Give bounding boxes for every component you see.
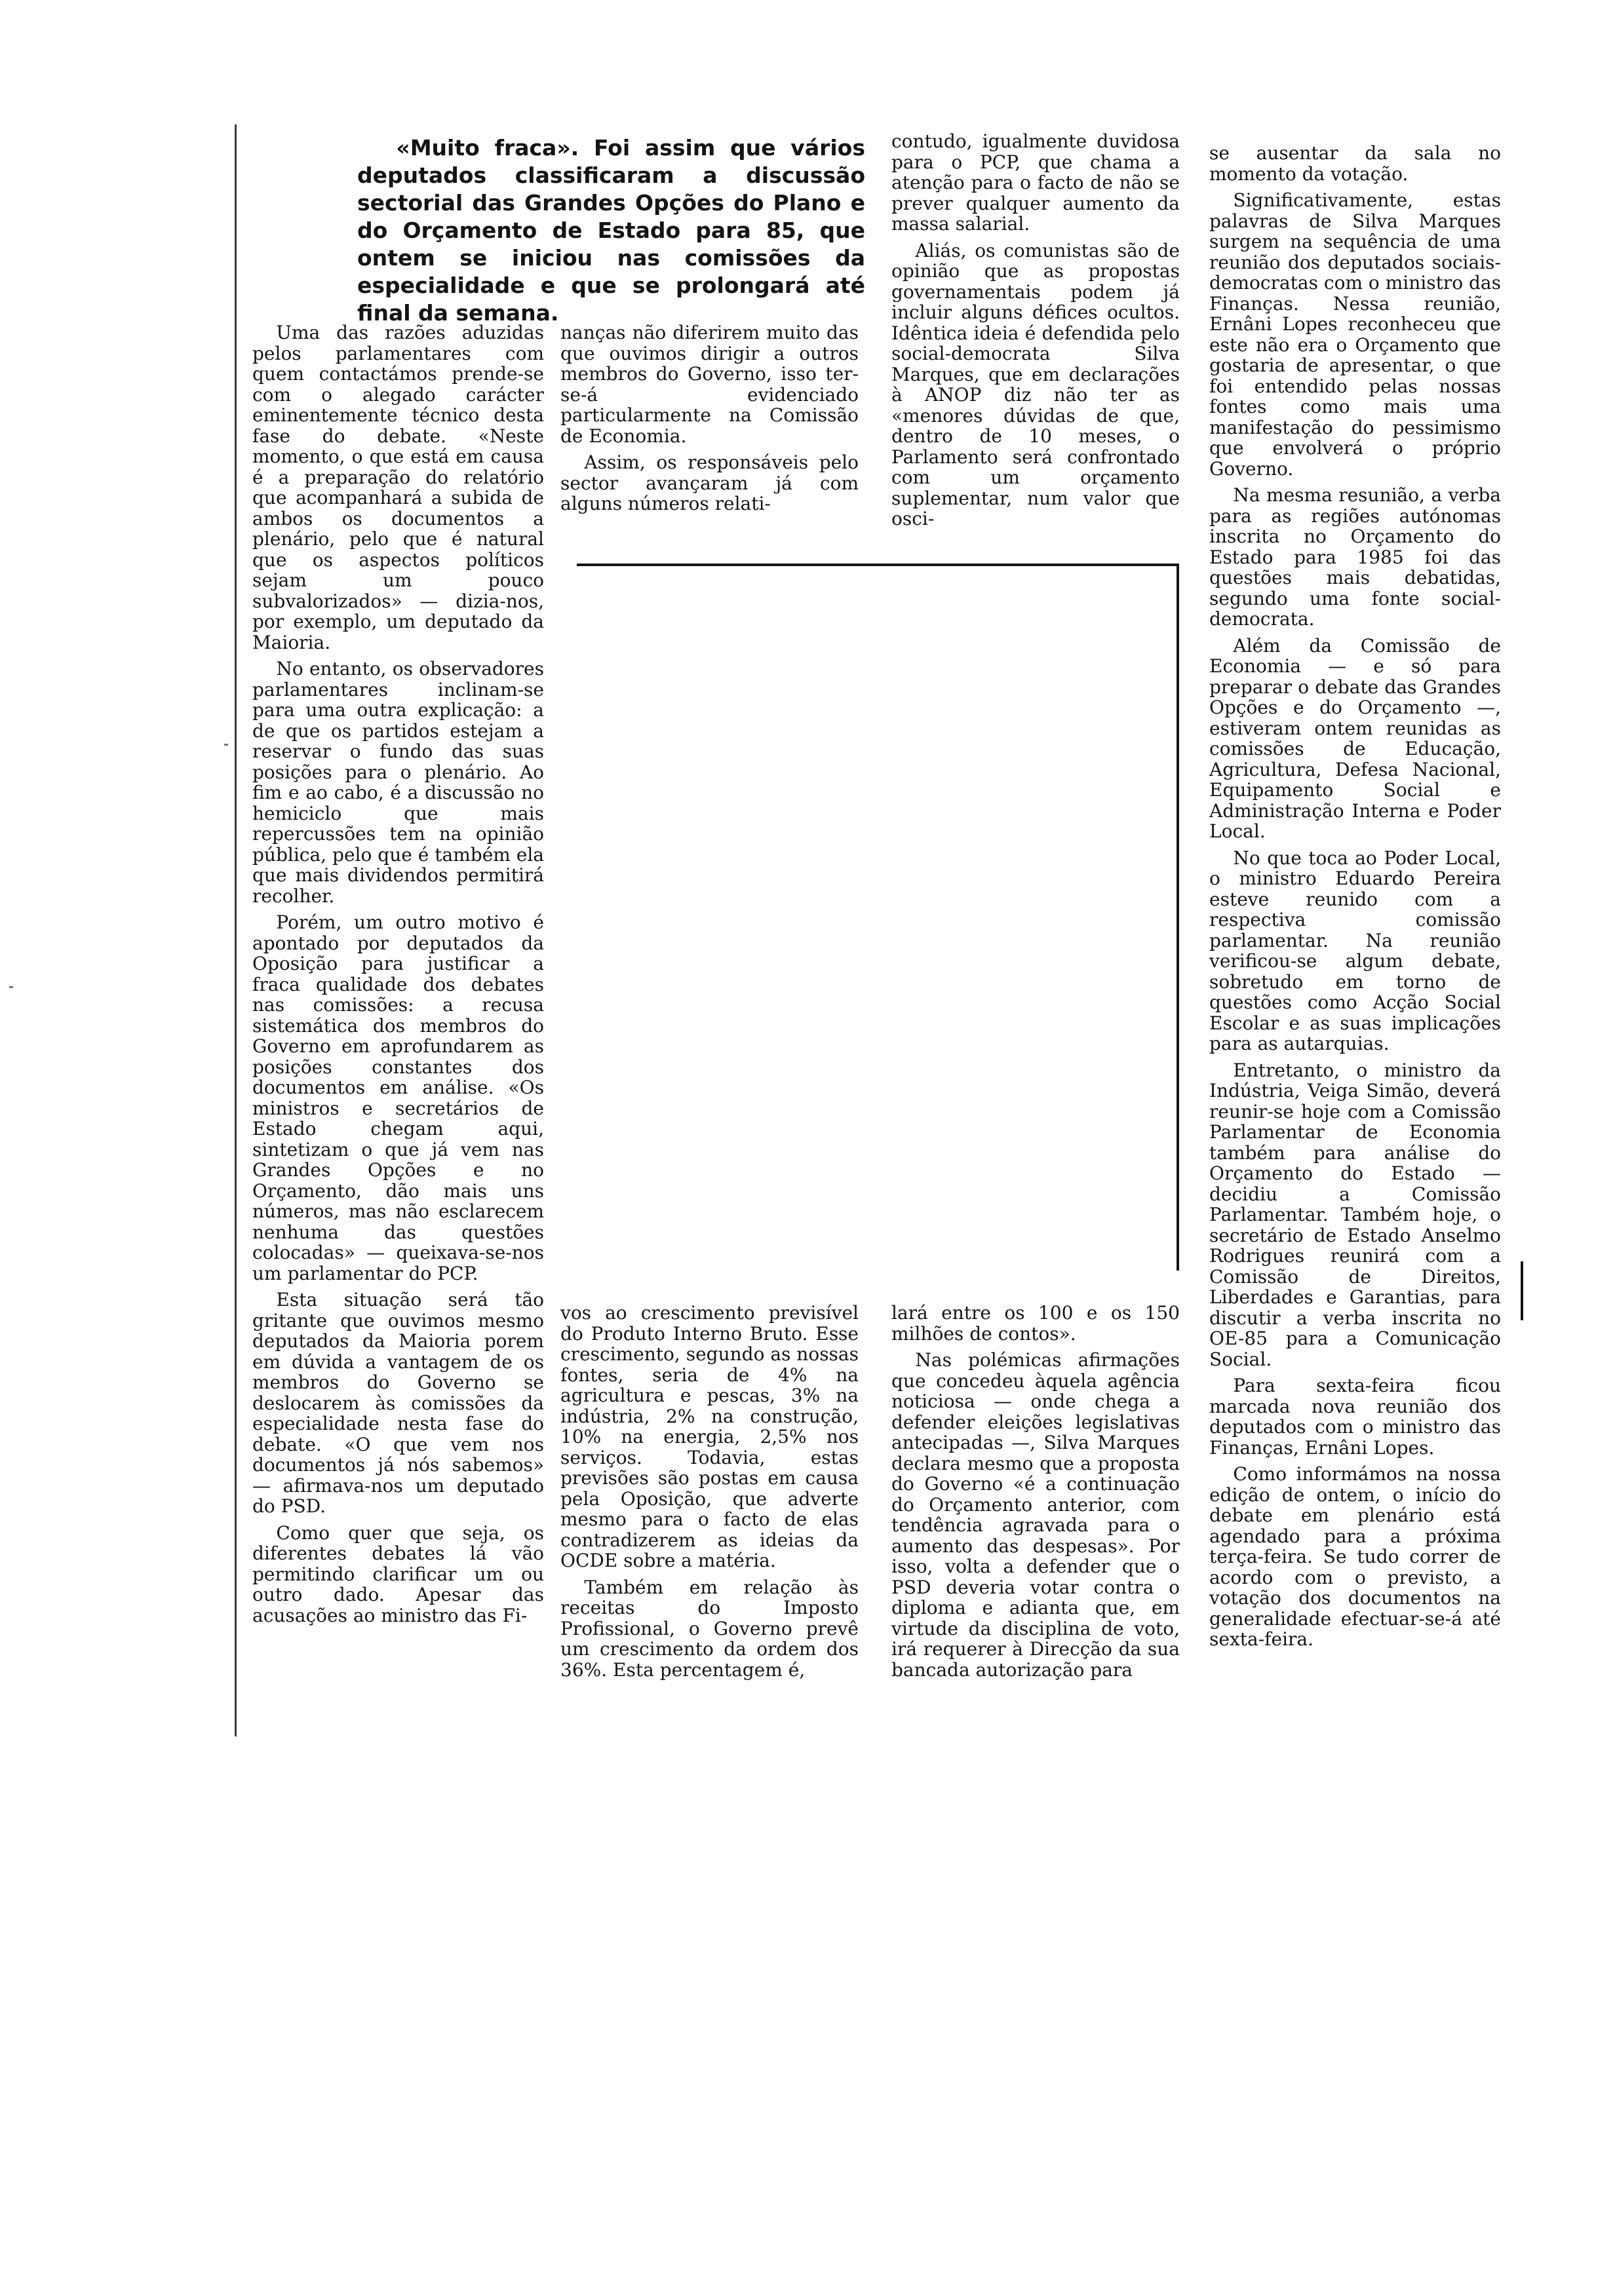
paragraph: Aliás, os comunistas são de opinião que as propostas governamentais podem já incluir alguns défices ocultos. Idêntica ideia é defendida pelo social-democrata Silva Marques, que em declarações à ANOP diz não ter as «menores dúvidas de que, dentro de 10 meses, o Parlamento será confrontado com um orçamento suplementar, num valor que osci- xyxy=(891,239,1180,529)
article-column-2-top xyxy=(560,322,859,520)
paragraph: contudo, igualmente duvidosa para o PCP, que chama a atenção para o facto de não se prever qualquer aumento da massa salarial. xyxy=(891,130,1180,235)
article-column-2-bottom xyxy=(560,1303,859,1686)
paragraph: No entanto, os observadores parlamentares inclinam-se para uma outra explicação: a de que os partidos estejam a reservar o fundo das suas posições para o plenário. Ao fim e ao cabo, é a discussão no hemiciclo que mais repercussões tem na opinião pública, pelo que é também ela que mais dividendos permitirá recolher. xyxy=(252,658,544,907)
article-column-1 xyxy=(252,322,544,1632)
paragraph: Assim, os responsáveis pelo sector avançaram já com alguns números relati- xyxy=(560,451,859,514)
paragraph: Porém, um outro motivo é apontado por deputados da Oposição para justificar a fraca qualidade dos debates nas comissões: a recusa sistemática dos membros do Governo em aprofundarem as posições constantes dos documentos em análise. «Os ministros e secretários de Estado chegam aqui, sintetizam o que já vem nas Grandes Opções e no Orçamento, dão mais uns números, mas não esclarecem nenhuma das questões colocadas» — queixava-se-nos um parlamentar do PCP. xyxy=(252,911,544,1284)
paragraph: Nas polémicas afirmações que concedeu àquela agência noticiosa — onde chega a defender eleições legislativas antecipadas —, Silva Marques declara mesmo que a proposta do Governo «é a continuação do Orçamento anterior, com tendência agravada para o aumento das despesas». Por isso, volta a defender que o PSD deveria votar contra o diploma e adianta que, em virtude da disciplina de voto, irá requerer à Direcção da sua bancada autorização para xyxy=(891,1349,1180,1681)
photo-frame xyxy=(577,564,1179,1271)
paragraph: Entretanto, o ministro da Indústria, Veiga Simão, deverá reunir-se hoje com a Comissão Parlamentar de Economia também para análise do Orçamento do Estado — decidiu a Comissão Parlamentar. Também hoje, o secretário de Estado Anselmo Rodrigues reunirá com a Comissão de Direitos, Liberdades e Garantias, para discutir a verba inscrita no OE-85 para a Comunicação Social. xyxy=(1209,1059,1501,1370)
paragraph: Além da Comissão de Economia — e só para preparar o debate das Grandes Opções e do Orçamento —, estiveram ontem reunidas as comissões de Educação, Agricultura, Defesa Nacional, Equipamento Social e Administração Interna e Poder Local. xyxy=(1209,634,1501,842)
paragraph: Como informámos na nossa edição de ontem, o início do debate em plenário está agendado para a próxima terça-feira. Se tudo correr de acordo com o previsto, a votação dos documentos na generalidade efectuar-se-á até sexta-feira. xyxy=(1209,1463,1501,1650)
paragraph: Também em relação às receitas do Imposto Profissional, o Governo prevê um crescimento da ordem dos 36%. Esta percentagem é, xyxy=(560,1576,859,1681)
article-column-4 xyxy=(1209,143,1501,1656)
article-column-3-top xyxy=(891,131,1180,535)
article-lede: «Muito fraca». Foi assim que vários deputados classificaram a discussão sectorial das Grandes Opções do Plano e do Orçamento de Estado para 85, que ontem se iniciou nas comissões da especialidade e que se prolongará até final da semana. xyxy=(357,135,865,326)
paragraph: Na mesma resunião, a verba para as regiões autónomas inscrita no Orçamento do Estado para 1985 foi das questões mais debatidas, segundo uma fonte social-democrata. xyxy=(1209,484,1501,630)
paragraph: nanças não diferirem muito das que ouvimos dirigir a outros membros do Governo, isso ter-se-á evidenciado particularmente na Comissão de Economia. xyxy=(560,322,859,447)
scan-speck xyxy=(9,986,13,988)
paragraph: Esta situação será tão gritante que ouvimos mesmo deputados da Maioria porem em dúvida a vantagem de os membros do Governo se deslocarem às comissões da especialidade nesta fase do debate. «O que vem nos documentos já nós sabemos» — afirmava-nos um deputado do PSD. xyxy=(252,1289,544,1517)
scan-speck xyxy=(224,744,228,746)
paragraph: vos ao crescimento previsível do Produto Interno Bruto. Esse crescimento, segundo as nossas fontes, seria de 4% na agricultura e pescas, 3% na indústria, 2% na construção, 10% na energia, 2,5% nos serviços. Todavia, estas previsões são postas em causa pela Oposição, que adverte mesmo para o facto de elas contradizerem as ideias da OCDE sobre a matéria. xyxy=(560,1302,859,1571)
article-column-3-bottom xyxy=(891,1303,1180,1686)
paragraph: se ausentar da sala no momento da votação. xyxy=(1209,142,1501,185)
paragraph: No que toca ao Poder Local, o ministro Eduardo Pereira esteve reunido com a respectiva comissão parlamentar. Na reunião verificou-se algum debate, sobretudo em torno de questões como Acção Social Escolar e as suas implicações para as autarquias. xyxy=(1209,847,1501,1054)
paragraph: Como quer que seja, os diferentes debates lá vão permitindo clarificar um ou outro dado. Apesar das acusações ao ministro das Fi- xyxy=(252,1521,544,1626)
paragraph: Uma das razões aduzidas pelos parlamentares com quem contactámos prende-se com o alegado carácter eminentemente técnico desta fase do debate. «Neste momento, o que está em causa é a preparação do relatório que acompanhará a subida de ambos os documentos a plenário, pelo que é natural que os aspectos políticos sejam um pouco subvalorizados» — dizia-nos, por exemplo, um deputado da Maioria. xyxy=(252,322,544,653)
paragraph: lará entre os 100 e os 150 milhões de contos». xyxy=(891,1302,1180,1345)
column-rule-left xyxy=(235,124,237,1736)
paragraph: Para sexta-feira ficou marcada nova reunião dos deputados com o ministro das Finanças, Ernâni Lopes. xyxy=(1209,1375,1501,1459)
paragraph: Significativamente, estas palavras de Silva Marques surgem na sequência de uma reunião dos deputados sociais-democratas com o ministro das Finanças. Nessa reunião, Ernâni Lopes reconheceu que este não era o Orçamento que gostaria de apresentar, o que foi entendido pelas nossas fontes como mais uma manifestação do pessimismo que envolverá o próprio Governo. xyxy=(1209,189,1501,480)
column-rule-right xyxy=(1521,1261,1523,1320)
